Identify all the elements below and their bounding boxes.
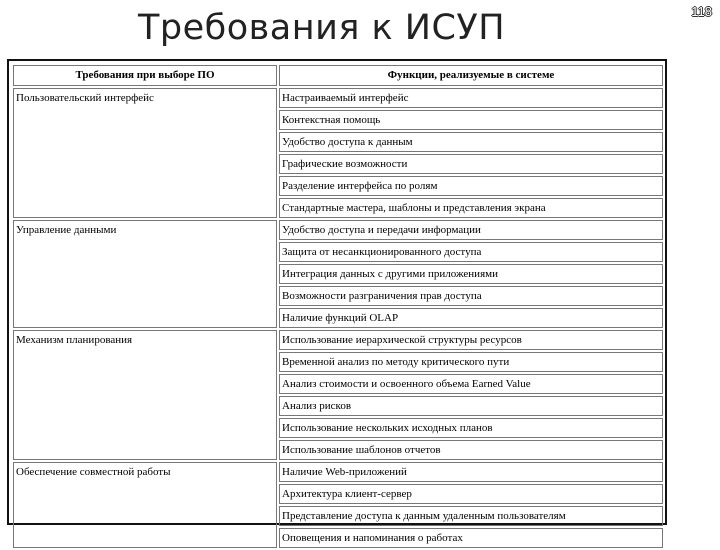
function-cell: Возможности разграничения прав доступа — [279, 286, 663, 306]
function-cell: Анализ рисков — [279, 396, 663, 416]
table-row — [13, 220, 663, 240]
function-cell: Представление доступа к данным удаленным пользователям — [279, 506, 663, 526]
function-cell: Временной анализ по методу критического пути — [279, 352, 663, 372]
column-header-functions: Функции, реализуемые в системе — [279, 65, 663, 86]
function-cell: Графические возможности — [279, 154, 663, 174]
table-row — [13, 88, 663, 108]
requirement-cell: Обеспечение совместной работы — [13, 462, 277, 548]
table-body — [13, 88, 663, 548]
function-cell: Использование шаблонов отчетов — [279, 440, 663, 460]
function-cell: Настраиваемый интерфейс — [279, 88, 663, 108]
function-cell: Контекстная помощь — [279, 110, 663, 130]
table-row — [13, 462, 663, 482]
function-cell: Интеграция данных с другими приложениями — [279, 264, 663, 284]
requirements-table — [11, 63, 665, 550]
function-cell: Защита от несанкционированного доступа — [279, 242, 663, 262]
requirements-table-frame — [7, 59, 667, 544]
function-cell: Наличие Web-приложений — [279, 462, 663, 482]
function-cell: Использование иерархической структуры ресурсов — [279, 330, 663, 350]
table-row — [13, 330, 663, 350]
function-cell: Анализ стоимости и освоенного объема Earned Value — [279, 374, 663, 394]
function-cell: Архитектура клиент-сервер — [279, 484, 663, 504]
function-cell: Стандартные мастера, шаблоны и представления экрана — [279, 198, 663, 218]
function-cell: Удобство доступа и передачи информации — [279, 220, 663, 240]
requirement-cell: Управление данными — [13, 220, 277, 328]
column-header-requirements: Требования при выборе ПО — [13, 65, 277, 86]
requirement-cell: Пользовательский интерфейс — [13, 88, 277, 218]
slide-title: Требования к ИСУП — [138, 8, 506, 48]
function-cell: Наличие функций OLAP — [279, 308, 663, 328]
requirement-cell: Механизм планирования — [13, 330, 277, 460]
page-number: 118 — [691, 4, 712, 19]
table-header-row — [13, 65, 663, 86]
function-cell: Удобство доступа к данным — [279, 132, 663, 152]
function-cell: Разделение интерфейса по ролям — [279, 176, 663, 196]
function-cell: Использование нескольких исходных планов — [279, 418, 663, 438]
function-cell: Оповещения и напоминания о работах — [279, 528, 663, 548]
